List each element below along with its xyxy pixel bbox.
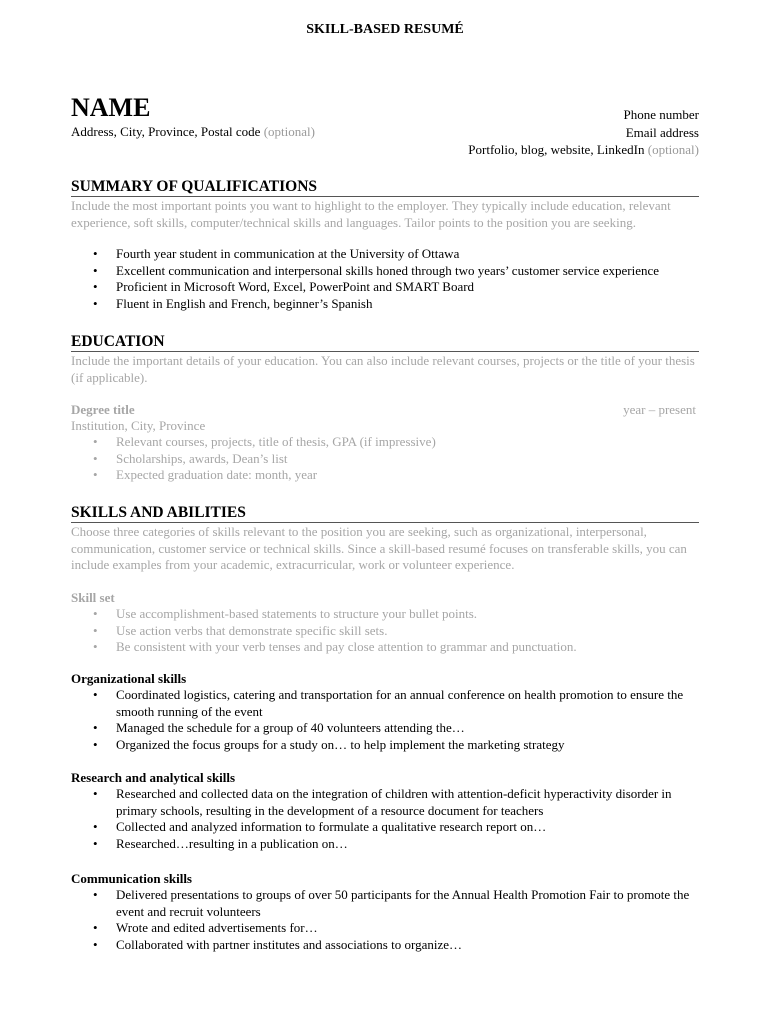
skills-heading: SKILLS AND ABILITIES <box>71 504 699 523</box>
degree-title: Degree title <box>71 402 135 417</box>
document-title: SKILL-BASED RESUMÉ <box>306 22 464 37</box>
list-item: • Fourth year student in communication at the University of Ottawa <box>71 246 703 263</box>
list-item: • Researched…resulting in a publication on… <box>71 836 703 853</box>
portfolio-line <box>369 141 699 159</box>
organizational-skills-list <box>71 687 703 753</box>
contact-block <box>369 106 699 159</box>
list-item: • Relevant courses, projects, title of thesis, GPA (if impressive) <box>71 434 703 451</box>
email-address: Email address <box>625 124 699 140</box>
list-item: • Scholarships, awards, Dean’s list <box>71 451 703 468</box>
list-item: • Use accomplishment-based statements to structure your bullet points. <box>71 606 703 623</box>
skills-hint: Choose three categories of skills relevant to the position you are seeking, such as organizational, interpersonal, communication, customer service or technical skills. Since a skill-based resumé focuses on transferable skills, you can include examples from your academic, extracurricular, work or volunteer experience. <box>71 524 687 572</box>
list-item: • Be consistent with your verb tenses and pay close attention to grammar and punctuation. <box>71 639 703 656</box>
portfolio-text: Portfolio, blog, website, LinkedIn <box>468 142 645 157</box>
phone-number: Phone number <box>623 107 699 122</box>
education-hint: Include the important details of your education. You can also include relevant courses, projects or the title of your thesis (if applicable). <box>71 353 695 385</box>
communication-skills-title: Communication skills <box>71 871 192 886</box>
skill-set-title: Skill set <box>71 590 115 605</box>
list-item: • Use action verbs that demonstrate specific skill sets. <box>71 623 703 640</box>
list-item: • Researched and collected data on the integration of children with attention-deficit hyperactivity disorder in primary schools, resulting in the development of a resource document for teachers <box>71 786 703 819</box>
list-item: • Proficient in Microsoft Word, Excel, PowerPoint and SMART Board <box>71 279 703 296</box>
applicant-name: NAME <box>71 93 151 122</box>
address-optional: (optional) <box>263 124 315 139</box>
address-text: Address, City, Province, Postal code <box>71 124 261 139</box>
list-item: • Collaborated with partner institutes and associations to organize… <box>71 937 703 954</box>
list-item: • Delivered presentations to groups of over 50 participants for the Annual Health Promotion Fair to promote the event and recruit volunteers <box>71 887 703 920</box>
degree-dates: year – present <box>623 402 696 417</box>
communication-skills-list <box>71 887 703 953</box>
summary-heading: SUMMARY OF QUALIFICATIONS <box>71 178 699 197</box>
list-item: • Expected graduation date: month, year <box>71 467 703 484</box>
list-item: • Managed the schedule for a group of 40 volunteers attending the… <box>71 720 703 737</box>
portfolio-optional: (optional) <box>647 142 699 157</box>
research-skills-list <box>71 786 703 852</box>
summary-list <box>71 246 703 312</box>
list-item: • Collected and analyzed information to formulate a qualitative research report on… <box>71 819 703 836</box>
research-skills-title: Research and analytical skills <box>71 770 236 785</box>
education-list <box>71 434 703 484</box>
list-item: • Excellent communication and interpersonal skills honed through two years’ customer service experience <box>71 263 703 280</box>
list-item: • Wrote and edited advertisements for… <box>71 920 703 937</box>
list-item: • Coordinated logistics, catering and transportation for an annual conference on health promotion to ensure the smooth running of the event <box>71 687 703 720</box>
list-item: • Organized the focus groups for a study on… to help implement the marketing strategy <box>71 737 703 754</box>
summary-hint: Include the most important points you want to highlight to the employer. They typically include education, relevant experience, soft skills, computer/technical skills and languages. Tailor points to the position you are seeking. <box>71 198 671 230</box>
address-line <box>71 124 315 141</box>
skill-set-list <box>71 606 703 656</box>
organizational-skills-title: Organizational skills <box>71 671 187 686</box>
institution: Institution, City, Province <box>71 418 206 433</box>
education-heading: EDUCATION <box>71 333 699 352</box>
list-item: • Fluent in English and French, beginner’s Spanish <box>71 296 703 313</box>
